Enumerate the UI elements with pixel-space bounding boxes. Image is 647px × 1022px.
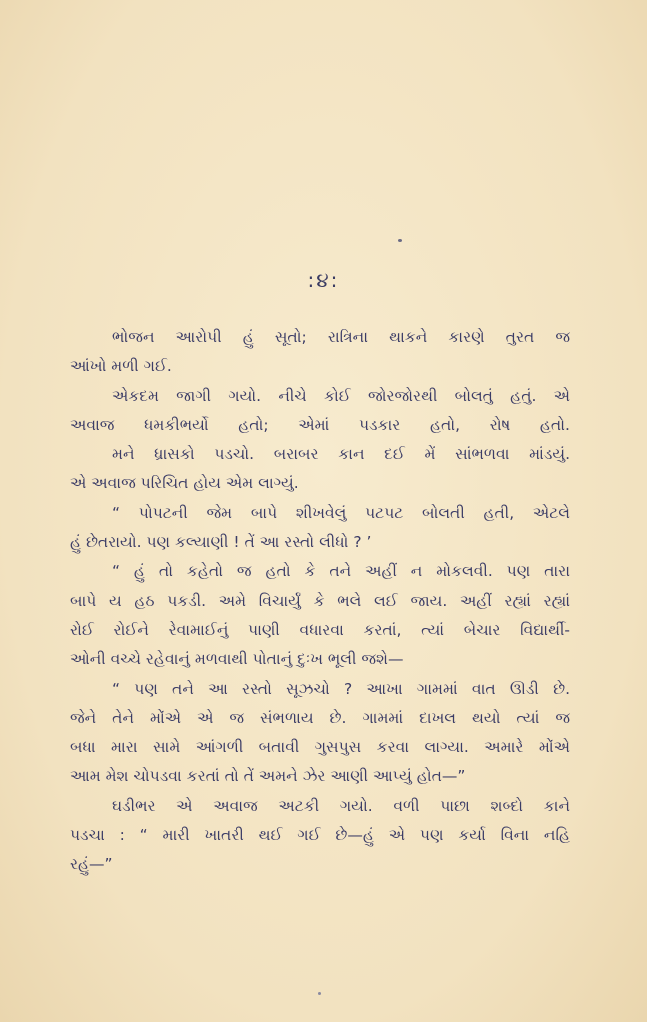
- text-line: “ પોપટની જેમ બાપે શીખવેલું પટપટ બોલતી હતી, એટલે: [112, 503, 570, 522]
- page-mark: [318, 992, 321, 995]
- text-line: મને ધ્રાસકો પડચો. બરાબર કાન દઈ મેં સાંભળવા માંડયું.: [112, 445, 570, 464]
- text-line: જેને તેને મોંએ એ જ સંભળાય છે. ગામમાં દાખલ થયો ત્યાં જ: [70, 708, 570, 727]
- text-line: એ અવાજ પરિચિત હોય એમ લાગ્યું.: [70, 474, 299, 493]
- text-line: બાપે ય હઠ પકડી. અમે વિચાર્યું કે ભલે લઈ જાય. અહીં રહ્યાં રહ્યાં: [70, 591, 570, 610]
- text-line: ઘડીભર એ અવાજ અટકી ગયો. વળી પાછા શબ્દો કાને: [112, 796, 570, 815]
- text-line: બધા મારા સામે આંગળી બતાવી ગુસપુસ કરવા લાગ્યા. અમારે મોંએ: [70, 738, 570, 757]
- text-line: આમ મેશ ચોપડવા કરતાં તો તેં અમને ઝેર આણી આપ્યું હોત—”: [70, 767, 466, 786]
- body-text: [70, 323, 570, 880]
- text-line: એકદમ જાગી ગયો. નીચે કોઈ જોરજોરથી બોલતું હતું. એ: [112, 386, 570, 405]
- text-line: “ પણ તને આ રસ્તો સૂઝચો ? આખા ગામમાં વાત ઊડી છે.: [112, 679, 570, 698]
- text-line: હું છેતરાયો. પણ કલ્યાણી ! તેં આ રસ્તો લીધો ? ’: [70, 533, 372, 552]
- ink-speck: [398, 239, 402, 242]
- text-line: રોઈ રોઈને રેવામાઈનું પાણી વધારવા કરતાં, ત્યાં બેચાર વિદ્યાર્થી-: [70, 620, 570, 639]
- text-line: રહું—”: [70, 855, 113, 874]
- text-line: ઓની વચ્ચે રહેવાનું મળવાથી પોતાનું દુઃખ ભૂલી જશે—: [70, 650, 404, 669]
- text-line: આંખો મળી ગઈ.: [70, 357, 172, 376]
- chapter-heading: :૪:: [307, 268, 340, 292]
- text-line: પડચા : “ મારી ખાતરી થઈ ગઈ છે—હું એ પણ કર્યા વિના નહિ: [70, 826, 570, 845]
- text-line: અવાજ ધમકીભર્યો હતો; એમાં પડકાર હતો, રોષ હતો.: [70, 415, 570, 434]
- text-line: “ હું તો કહેતો જ હતો કે તને અહીં ન મોકલવી. પણ તારા: [112, 562, 570, 581]
- text-line: ભોજન આરોપી હું સૂતો; રાત્રિના થાકને કારણે તુરત જ: [112, 328, 570, 346]
